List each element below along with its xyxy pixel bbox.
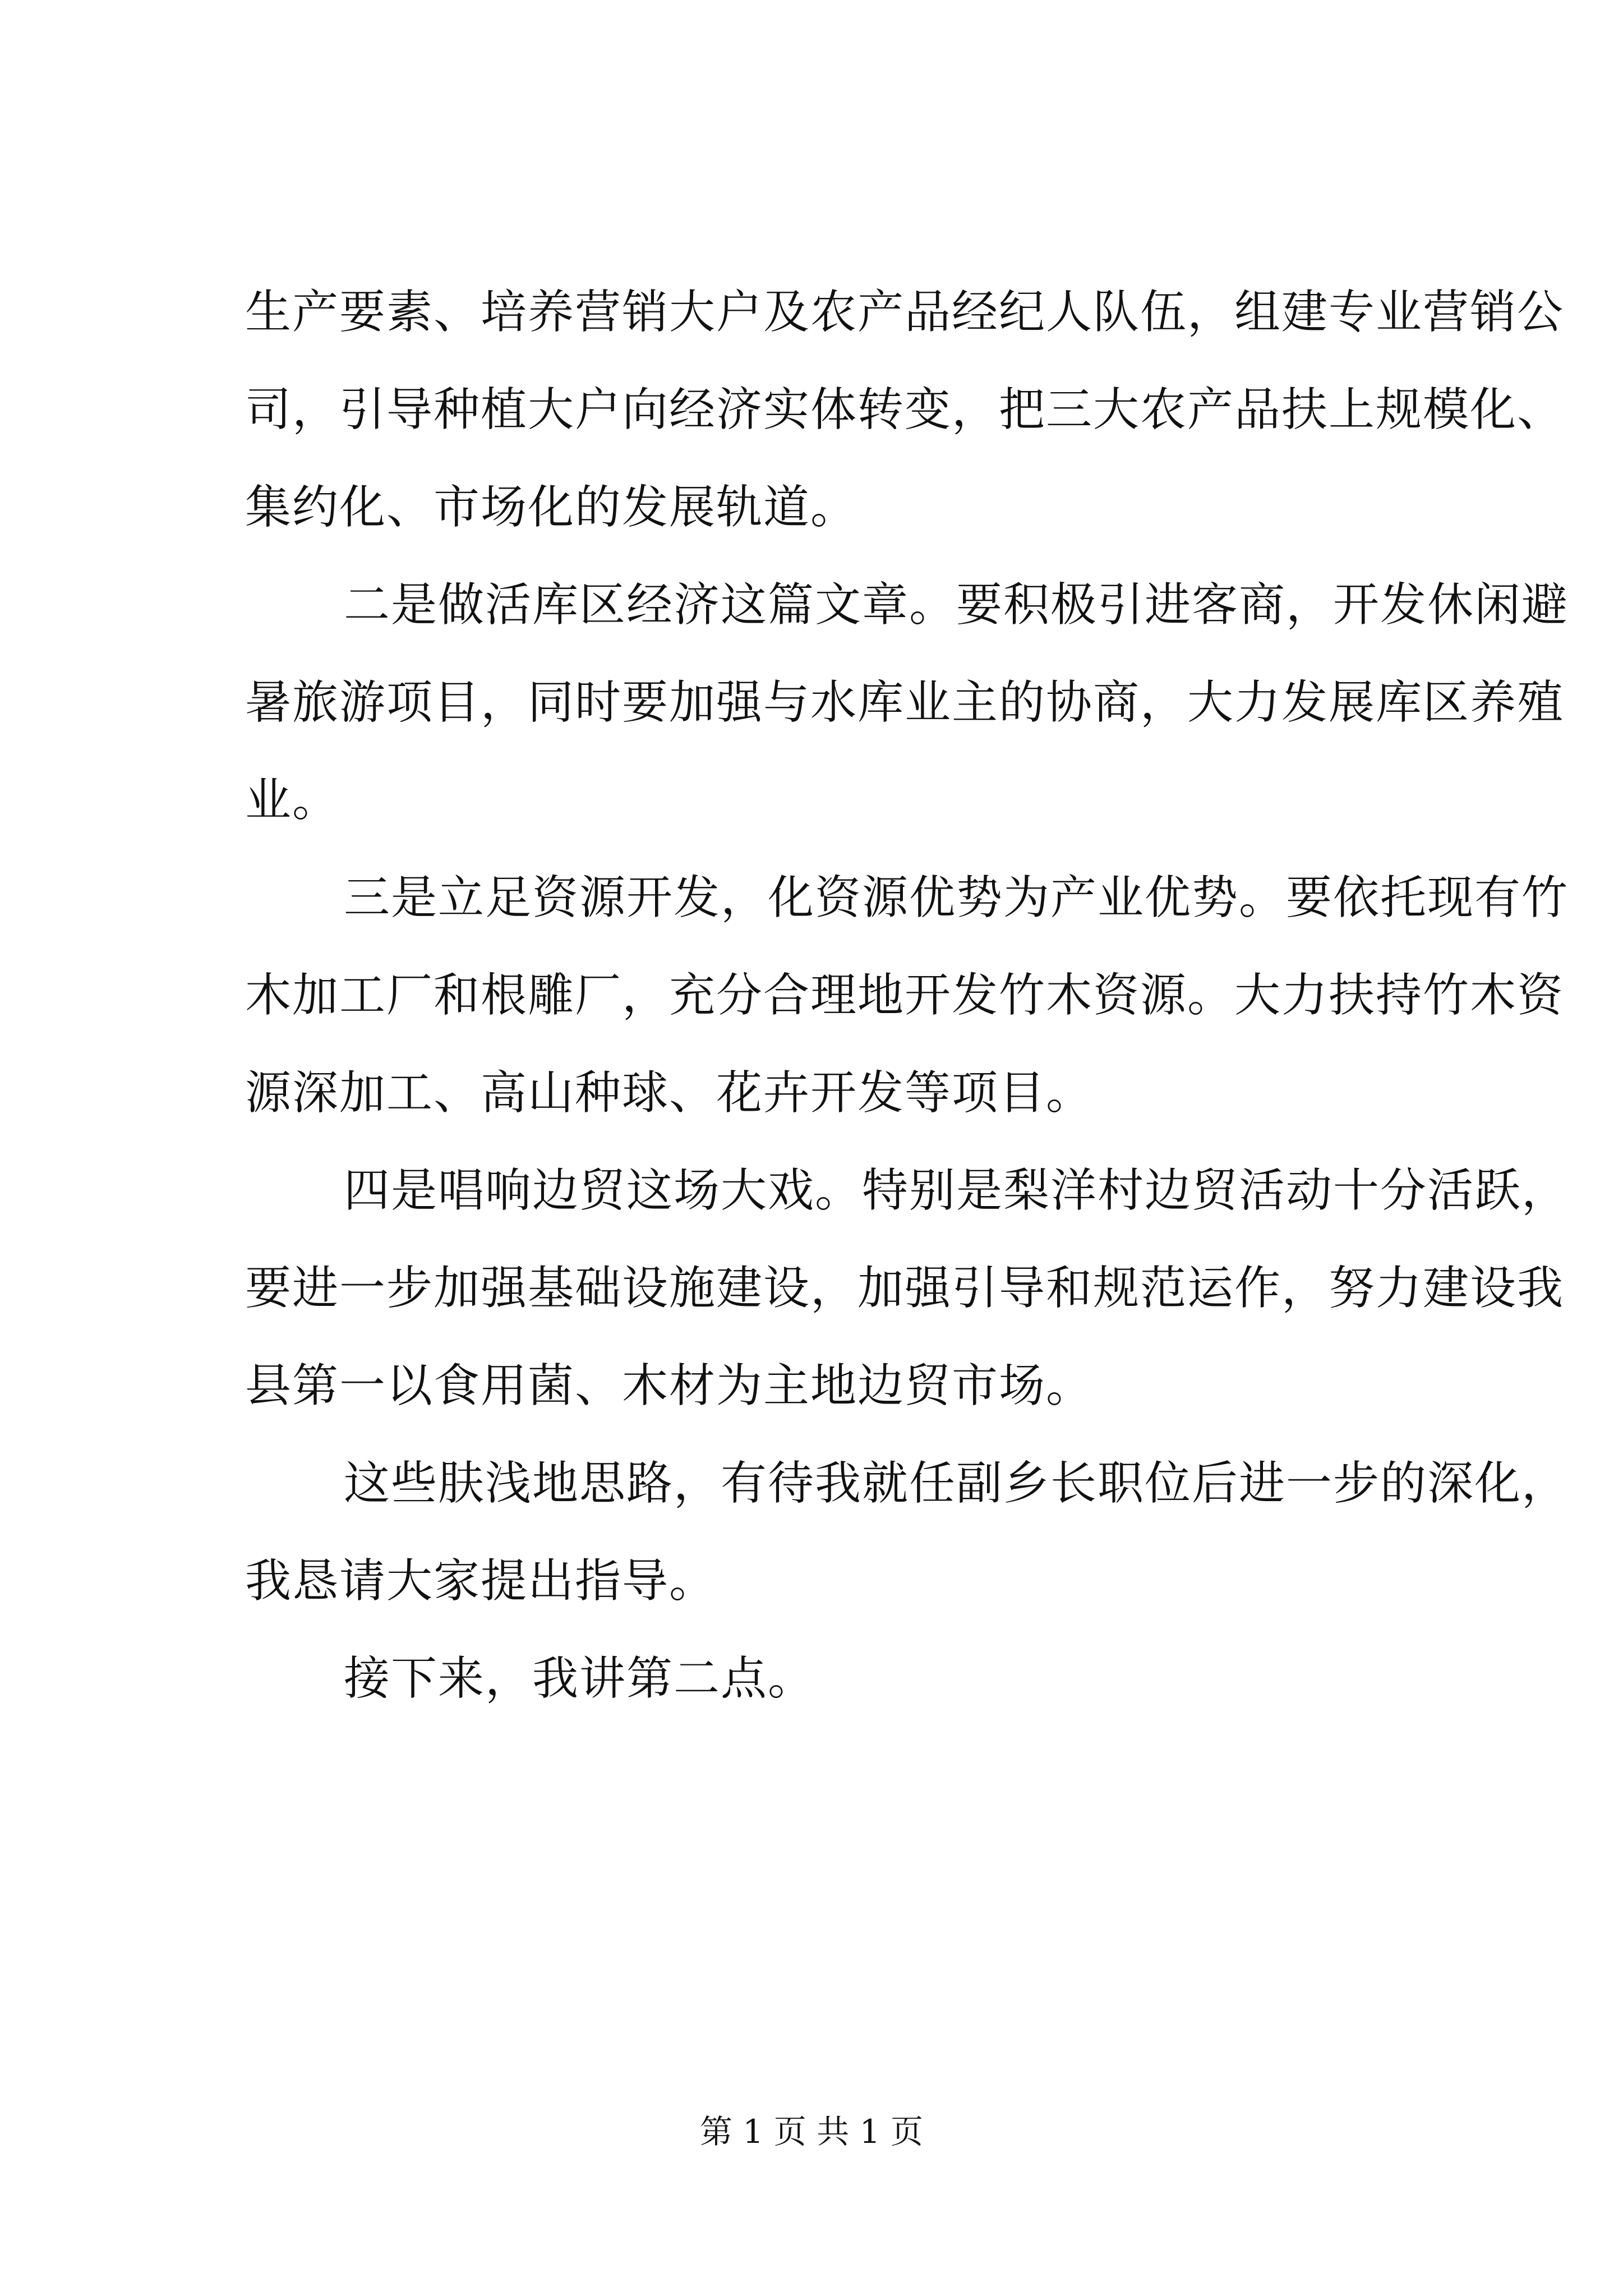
paragraph-start-line: 四是唱响边贸这场大戏。特别是梨洋村边贸活动十分活跃， xyxy=(344,1164,1569,1217)
text-line: 集约化、市场化的发展轨道。 xyxy=(245,481,858,534)
paragraph-start-line: 这些肤浅地思路，有待我就任副乡长职位后进一步的深化， xyxy=(344,1457,1569,1510)
text-line: 木加工厂和根雕厂，充分合理地开发竹木资源。大力扶持竹木资 xyxy=(245,969,1565,1022)
page-footer: 第 1 页 共 1 页 xyxy=(700,2113,923,2151)
text-line: 源深加工、高山种球、花卉开发等项目。 xyxy=(245,1066,1094,1120)
paragraph-start-line: 接下来，我讲第二点。 xyxy=(344,1652,815,1705)
text-line: 要进一步加强基础设施建设，加强引导和规范运作，努力建设我 xyxy=(245,1262,1565,1315)
paragraph-start-line: 三是立足资源开发，化资源优势为产业优势。要依托现有竹 xyxy=(344,871,1569,924)
text-line: 生产要素、培养营销大户及农产品经纪人队伍，组建专业营销公 xyxy=(245,286,1565,339)
text-line: 县第一以食用菌、木材为主地边贸市场。 xyxy=(245,1359,1094,1412)
text-line: 业。 xyxy=(245,774,340,827)
text-line: 我恳请大家提出指导。 xyxy=(245,1554,717,1608)
paragraph-start-line: 二是做活库区经济这篇文章。要积极引进客商，开发休闲避 xyxy=(344,578,1569,632)
text-line: 暑旅游项目，同时要加强与水库业主的协商，大力发展库区养殖 xyxy=(245,676,1565,729)
document-body xyxy=(245,264,1569,1728)
text-line: 司，引导种植大户向经济实体转变，把三大农产品扶上规模化、 xyxy=(245,383,1565,436)
